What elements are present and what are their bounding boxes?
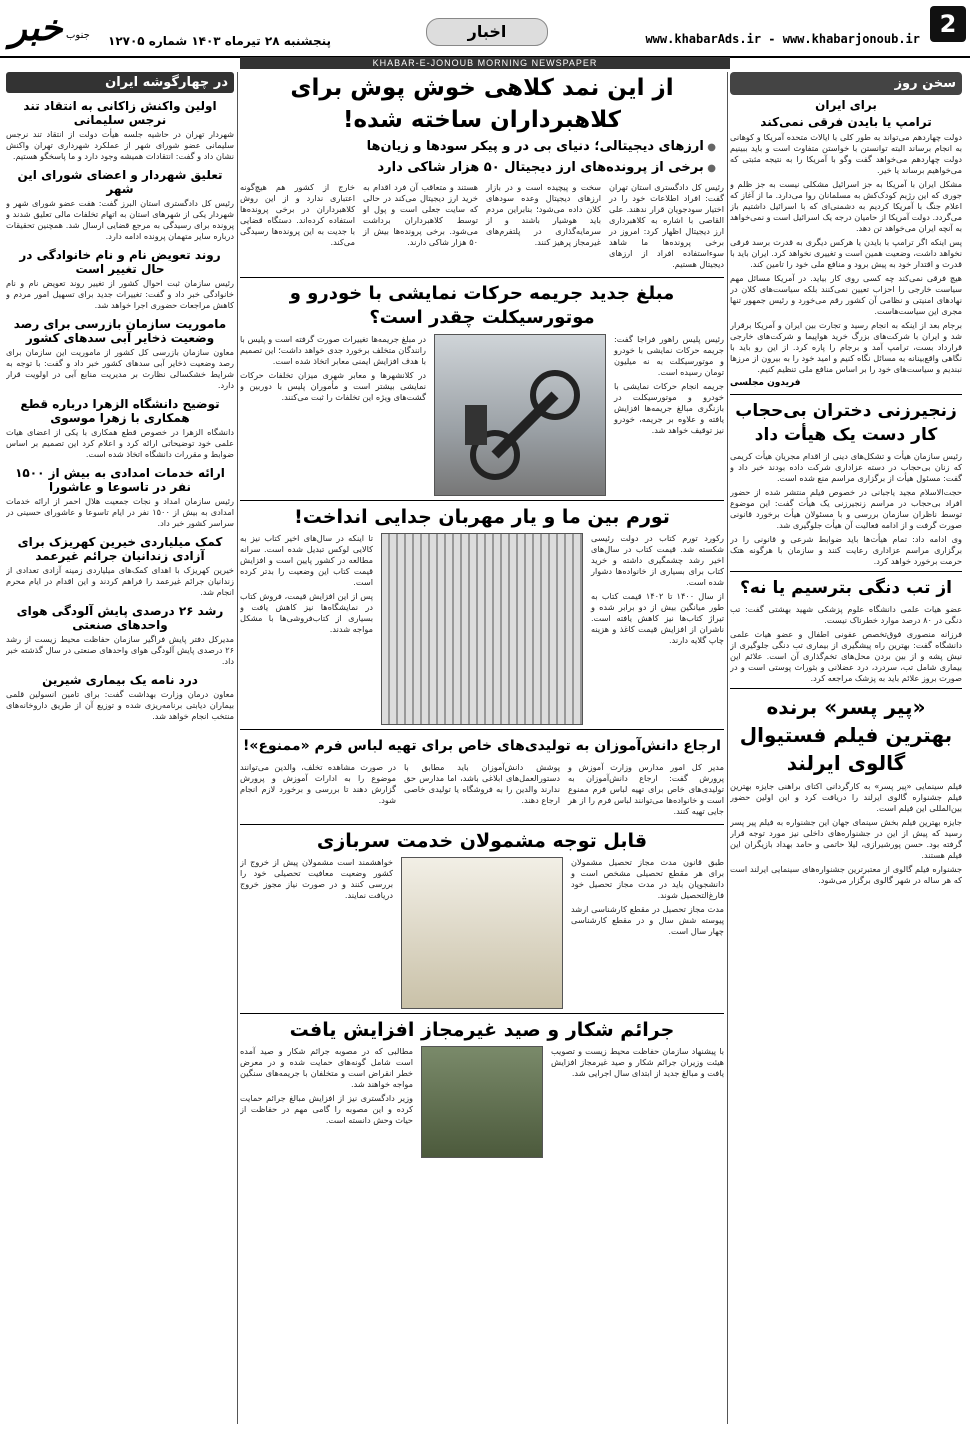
- paragraph: پس اینکه اگر ترامپ با بایدن یا هرکس دیگری به قدرت برسد فرقی نخواهد داشت، وضعیت همین است و تغییری نخواهد کرد. ایران باید با قدرت و اقتدار خود به پیش برود و منافع ملی خود را تامین کند.: [730, 237, 962, 269]
- article-body: [240, 334, 724, 496]
- paragraph: رئیس پلیس راهور فراجا گفت: جریمه حرکات نمایشی با خودرو و موتورسیکلت به نه میلیون تومان رسیده است.: [614, 334, 724, 377]
- article-headline: زنجیرزنی دختران بی‌حجاب کار دست یک هیأت داد: [735, 401, 957, 445]
- paragraph: فرزانه منصوری فوق‌تخصص عفونی اطفال و عضو هیات علمی دانشگاه گفت: بهترین راه پیشگیری از بیماری تب دنگی جلوگیری از نیش پشه و از بین بردن محل‌های تخم‌گذاری آن است. علائم این بیماری شامل تب، سردرد، درد عضلانی و بثورات پوستی است و در صورت بروز علائم باید به پزشک مراجعه کرد.: [730, 629, 962, 683]
- paragraph: هیچ فرقی نمی‌کند چه کسی روی کار بیاید. در آمریکا مسائل مهم سیاست خارجی را احزاب تعیین نمی‌کنند بلکه سیاست‌های کلان در نهادهای امنیتی و نظامی آن کشور رقم می‌خورد و رئیس جمهور تنها مجری این سیاست‌هاست.: [730, 273, 962, 316]
- lead-headline: از این نمد کلاهی خوش پوش برای کلاهبرداران ساخته شده!: [290, 75, 674, 133]
- paragraph: دولت چهاردهم می‌تواند به طور کلی با ایالات متحده آمریکا و کوهانی به انجام برساند البته توانستن با خواستن متفاوت است و باید ببینیم دولت چهاردهم می‌خواهد گفت وگو با آمریکا را به نتیجه مثبتی که می‌خواهیم برساند یا خیر.: [730, 132, 962, 175]
- lead-subhead: ● ارزهای دیجیتالی؛ دنیای بی در و پیکر سودها و زیان‌ها: [248, 138, 716, 157]
- brief-headline: توضیح دانشگاه الزهرا درباره قطع همکاری با زهرا موسوی: [20, 397, 220, 425]
- animal-photo: [421, 1046, 543, 1158]
- logo: خبر: [9, 7, 63, 49]
- article-headline: از تب دنگی بترسیم یا نه؟: [740, 578, 952, 598]
- lead-subhead: ● برخی از پرونده‌های ارز دیجیتال ۵۰ هزار شاکی دارد: [248, 159, 716, 178]
- author: فریدون مجلسی: [730, 378, 801, 388]
- article-body: [240, 533, 724, 725]
- paragraph: مشکل ایران با آمریکا به جز اسرائیل مشکلی نیست به جز ظلم و جوری که این رژیم کودک‌کش به مسلمانان روا می‌دارد. ما از آغاز که اعلام جنگ با آمریکا کردیم به دشمنی‌ای که با اسرائیل داشتیم باز می‌گردد. دولت آمریکا از حامیان درجه یک اسرائیل است و نمی‌خواهد به آنچه ایران می‌خواهد تن دهد.: [730, 179, 962, 233]
- article-headline: ارجاع دانش‌آموزان به تولیدی‌های خاص برای تهیه لباس فرم «ممنوع»!: [243, 738, 721, 754]
- motorcycle-photo: [434, 334, 606, 496]
- brief-headline: کمک میلیاردی خیرین کهریزک برای آزادی زندانیان جرائم غیرعمد: [17, 535, 223, 563]
- paragraph: در مبلغ جریمه‌ها تغییرات صورت گرفته است و پلیس با رانندگان متخلف برخورد جدی خواهد داشت؛ این تصمیم با هدف افزایش ایمنی معابر اتخاذ شده است.: [240, 334, 426, 366]
- brief-headline: رشد ۲۶ درصدی پایش آلودگی هوای واحدهای صنعتی: [16, 604, 224, 632]
- brief-body: خیرین کهریزک با اهدای کمک‌های میلیاردی زمینه آزادی تعدادی از زندانیان جرائم غیرعمد را فراهم کردند و این اقدام در ایام محرم انجام شد.: [6, 565, 234, 597]
- paragraph: پس از این افزایش قیمت، فروش کتاب در نمایشگاه‌ها نیز کاهش یافت و بسیاری از کتاب‌فروشی‌ها با مشکل مواجه شدند.: [240, 591, 373, 634]
- column-divider: [237, 72, 238, 1424]
- paragraph: هستند و متعاقب آن فرد اقدام به خرید ارز دیجیتال می‌کند در حالی که سایت جعلی است و پول او توسط کلاهبرداران برداشت می‌شود. برخی پرونده‌ها بیش از ۵۰ هزار شاکی دارند.: [363, 182, 478, 247]
- dateline: پنجشنبه ۲۸ تیرماه ۱۴۰۳ شماره ۱۲۷۰۵: [108, 34, 332, 48]
- paragraph: مدت مجاز تحصیل در مقطع کارشناسی ارشد پیوسته شش سال و در مقطع کارشناسی چهار سال است.: [571, 904, 724, 936]
- article-headline: «پیر پسر» برنده بهترین فیلم فستیوال گالوی ایرلند: [739, 695, 953, 775]
- paragraph: جریمه انجام حرکات نمایشی با خودرو و موتورسیکلت در بازنگری مبالغ جریمه‌ها افزایش یافته و علاوه بر جریمه، خودرو نیز توقیف خواهد شد.: [614, 381, 724, 435]
- paragraph: مدیر کل امور مدارس وزارت آموزش و پرورش گفت: ارجاع دانش‌آموزان به تولیدی‌های خاص برای تهیه لباس فرم ممنوع است و خانواده‌ها می‌توانند لباس فرم را از هر جایی تهیه کنند.: [568, 762, 724, 816]
- article-body: [240, 1046, 724, 1158]
- paragraph: در صورت مشاهده تخلف، والدین می‌توانند موضوع را به ادارات آموزش و پرورش گزارش دهند تا بررسی و برخورد لازم انجام شود.: [240, 762, 396, 805]
- masthead-strip: KHABAR-E-JONOUB MORNING NEWSPAPER: [240, 57, 730, 69]
- editorial-headline: برای ایران: [815, 98, 877, 112]
- divider: [240, 500, 724, 501]
- editorial-subheadline: ترامپ یا بایدن فرقی نمی‌کند: [760, 115, 932, 129]
- divider: [730, 688, 962, 689]
- paragraph: سخت و پیچیده است و در بازار ارزهای دیجیتال وعده سودهای کلان داده می‌شود؛ بنابراین مردم باید هوشیار باشند و از سرمایه‌گذاری در پلتفرم‌های غیرمجاز پرهیز کنند.: [486, 182, 601, 247]
- paragraph: جایزه بهترین فیلم بخش سینمای جهان این جشنواره به فیلم پیر پسر رسید که پیش از این در جشنواره‌های داخلی نیز مورد توجه قرار گرفته بود. حسن پورشیرازی، لیلا حاتمی و حامد بهداد بازیگران این فیلم هستند.: [730, 817, 962, 860]
- paragraph: جشنواره فیلم گالوی از معتبرترین جشنواره‌های سینمایی ایرلند است که هر ساله در شهر گالوی برگزار می‌شود.: [730, 864, 962, 885]
- paragraph: رئیس سازمان هیأت و تشکل‌های دینی از اقدام مجریان هیأت کریمی که زنان بی‌حجاب در دسته عزاداری شرکت داده بودند خبر داد و گفت: مسئول هیأت از برگزاری مراسم منع شده است.: [730, 451, 962, 483]
- paragraph: پوشش دانش‌آموزان باید مطابق با دستورالعمل‌های ابلاغی باشد، اما مدارس حق ندارند والدین را به فروشگاه یا تولیدی خاصی ارجاع دهند.: [404, 762, 560, 805]
- page-number: 2: [930, 6, 966, 42]
- paragraph: برجام بعد از اینکه به انجام رسید و تجارت بین ایران و آمریکا برقرار شد و ایران با شرکت‌های بزرگ خرید هواپیما و شرکت‌های خارجی قرارداد بست، ترامپ آمد و برجام را پاره کرد. از این رو باید با نگاهی واقع‌بینانه به مسائل نگاه کنیم و امید خود را به بیرون از مرزها نبندیم و سیاست‌های خود را بر اساس منافع ملی تنظیم کنیم.: [730, 320, 962, 374]
- brief-body: رئیس سازمان امداد و نجات جمعیت هلال احمر از ارائه خدمات امدادی به بیش از ۱۵۰۰ نفر در ایام تاسوعا و عاشورای حسینی در سراسر کشور خبر داد.: [6, 496, 234, 528]
- brief-body: شهردار تهران در حاشیه جلسه هیأت دولت از انتقاد تند نرجس سلیمانی عضو شورای شهر از عملکرد شهرداری تهران واکنش نشان داد و گفت: انتقادات همیشه وجود دارد و ما پاسخگو هستیم.: [6, 129, 234, 161]
- right-column: [730, 72, 962, 1428]
- paragraph: وی ادامه داد: تمام هیأت‌ها باید ضوابط شرعی و قانونی را در برگزاری مراسم عزاداری رعایت کنند و سازمان با هرگونه هتک حرمت برخورد خواهد کرد.: [730, 534, 962, 566]
- paragraph: عضو هیات علمی دانشگاه علوم پزشکی شهید بهشتی گفت: تب دنگی در ۸۰ درصد موارد خطرناک نیست.: [730, 604, 962, 625]
- books-photo: [381, 533, 583, 725]
- paragraph: رئیس کل دادگستری استان تهران گفت: افراد اطلاعات خود را در اختیار سودجویان قرار ندهند. علی القاصی با اشاره به کلاهبرداری ارز دیجیتال اظهار کرد: امروز در برخی پرونده‌ها ما شاهد سوءاستفاده افراد از ارزهای دیجیتال هستیم.: [609, 182, 724, 269]
- article-headline: مبلغ جدید جریمه حرکات نمایشی با خودرو و موتورسیکلت چقدر است؟: [289, 283, 675, 328]
- brief-headline: ارائه خدمات امدادی به بیش از ۱۵۰۰ نفر در تاسوعا و عاشورا: [15, 466, 225, 494]
- paragraph: در کلانشهرها و معابر شهری میزان تخلفات حرکات نمایشی بیشتر است و مأموران پلیس با دوربین و گشت‌های ویژه این تخلفات را ثبت می‌کنند.: [240, 370, 426, 402]
- paragraph: رکورد تورم کتاب در دولت رئیسی شکسته شد. قیمت کتاب در سال‌های اخیر رشد چشمگیری داشته و خرید کتاب برای بسیاری از خانواده‌ها دشوار شده است.: [591, 533, 724, 587]
- motorcycle-icon: [435, 335, 605, 495]
- news-box-title: در چهارگوشه ایران: [6, 72, 234, 93]
- paragraph: با پیشنهاد سازمان حفاظت محیط زیست و تصویب هیئت وزیران جرائم شکار و صید غیرمجاز افزایش یافت و مبالغ جدید از ابتدای سال اجرایی شد.: [551, 1046, 724, 1078]
- brief-body: معاون سازمان بازرسی کل کشور از ماموریت این سازمان برای رصد وضعیت ذخایر آبی سدهای کشور خبر داد و گفت: با توجه به شرایط خشکسالی نظارت بر مدیریت منابع آبی در اولویت قرار دارد.: [6, 347, 234, 390]
- masthead: [0, 0, 970, 58]
- paragraph: وزیر دادگستری نیز از افزایش مبالغ جرائم حمایت کرده و این مصوبه را گامی مهم در حفاظت از حیات وحش دانسته است.: [240, 1093, 413, 1125]
- brief-headline: تعلیق شهردار و اعضای شورای این شهر: [17, 168, 223, 196]
- brief-headline: اولین واکنش زاکانی به انتقاد تند نرجس سلیمانی: [23, 99, 217, 127]
- column-divider: [727, 72, 728, 1424]
- brief-headline: ماموریت سازمان بازرسی برای رصد وضعیت ذخایر آبی سدهای کشور: [13, 317, 227, 345]
- paragraph: از سال ۱۴۰۰ تا ۱۴۰۲ قیمت کتاب به طور میانگین بیش از دو برابر شده و تیراژ کتاب‌ها نیز کاهش یافته است. ناشران از افزایش قیمت کاغذ و هزینه چاپ گلایه دارند.: [591, 591, 724, 645]
- middle-column: [240, 72, 724, 1428]
- logo-sub: جنوب: [66, 30, 90, 41]
- brief-body: مدیرکل دفتر پایش فراگیر سازمان حفاظت محیط زیست از رشد ۲۶ درصدی پایش آلودگی هوای واحدهای صنعتی در سال گذشته خبر داد.: [6, 634, 234, 666]
- brief-body: رئیس کل دادگستری استان البرز گفت: هفت عضو شورای شهر و شهردار یکی از شهرهای استان به اتهام تخلفات مالی تعلیق شدند و پرونده برای رسیدگی به مرجع قضایی ارسال شد. همچنین تحقیقات درباره سایر متهمان پرونده ادامه دارد.: [6, 198, 234, 241]
- article-headline: قابل توجه مشمولان خدمت سربازی: [316, 830, 648, 852]
- section-label: اخبار: [426, 18, 548, 46]
- paragraph: خواهشمند است مشمولان پیش از خروج از کشور وضعیت معافیت تحصیلی خود را بررسی کنند و در صورت نیاز مجوز خروج دریافت نمایند.: [240, 857, 393, 900]
- brief-body: رئیس سازمان ثبت احوال کشور از تغییر روند تعویض نام و نام خانوادگی خبر داد و گفت: تغییرات جدید برای تسهیل امور مردم و کاهش مراجعات حضوری اجرا خواهد شد.: [6, 278, 234, 310]
- brief-body: معاون درمان وزارت بهداشت گفت: برای تامین انسولین قلمی بیماران دیابتی برنامه‌ریزی شده و توزیع آن از طریق داروخانه‌های منتخب انجام خواهد شد.: [6, 689, 234, 721]
- divider: [240, 729, 724, 730]
- soldier-photo: [401, 857, 563, 1009]
- paragraph: حجت‌الاسلام مجید یاجبانی در خصوص فیلم منتشر شده از حضور افراد بی‌حجاب در مراسم زنجیرزنی یک هیأت گفت: این موضوع توسط ناظران سازمان بررسی و با مسئولان هیأت برخورد قانونی صورت گرفت و از ادامه فعالیت آن هیأت جلوگیری شد.: [730, 487, 962, 530]
- article-headline: جرائم شکار و صید غیرمجاز افزایش یافت: [289, 1019, 675, 1041]
- paragraph: خارج از کشور هم هیچ‌گونه اعتباری ندارد و از این روش کلاهبرداران در برخی پرونده‌ها استفاده کرده‌اند. دستگاه قضایی با جدیت به این پرونده‌ها رسیدگی می‌کند.: [240, 182, 355, 247]
- site-url[interactable]: www.khabarAds.ir - www.khabarjonoub.ir: [645, 32, 920, 46]
- brief-body: دانشگاه الزهرا در خصوص قطع همکاری با یکی از اعضای هیات علمی خود توضیحاتی ارائه کرد و اعلام کرد این تصمیم بر اساس ضوابط و مقررات دانشگاه اتخاذ شده است.: [6, 427, 234, 459]
- paragraph: طبق قانون مدت مجاز تحصیل مشمولان برای هر مقطع تحصیلی مشخص است و دانشجویان باید در مدت مجاز تحصیل خود فارغ‌التحصیل شوند.: [571, 857, 724, 900]
- divider: [730, 394, 962, 395]
- divider: [240, 824, 724, 825]
- paragraph: تا اینکه در سال‌های اخیر کتاب نیز به کالایی لوکس تبدیل شده است. سرانه مطالعه در کشور پایین است و افزایش قیمت کتاب این وضعیت را بدتر کرده است.: [240, 533, 373, 587]
- article-body: [240, 762, 724, 820]
- lead-body: [240, 182, 724, 273]
- brief-headline: درد نامه یک بیماری شیرین: [42, 673, 198, 687]
- editorial-box-title: سخن روز: [730, 72, 962, 95]
- left-column: [6, 72, 234, 1428]
- article-headline: تورم بین ما و یار مهربان جدایی انداخت!: [294, 506, 670, 528]
- divider: [240, 1013, 724, 1014]
- paragraph: فیلم سینمایی «پیر پسر» به کارگردانی اکتای براهنی جایزه بهترین فیلم جشنواره گالوی ایرلند را دریافت کرد و این اولین حضور بین‌المللی این فیلم است.: [730, 781, 962, 813]
- paragraph: مطالبی که در مصوبه جرائم شکار و صید آمده است شامل گونه‌های حمایت شده و در معرض خطر انقراض است و متخلفان با جریمه‌های سنگین مواجه خواهند شد.: [240, 1046, 413, 1089]
- divider: [730, 571, 962, 572]
- divider: [240, 277, 724, 278]
- article-body: [240, 857, 724, 1009]
- brief-headline: روند تعویض نام و نام خانوادگی در حال تغییر است: [19, 248, 221, 276]
